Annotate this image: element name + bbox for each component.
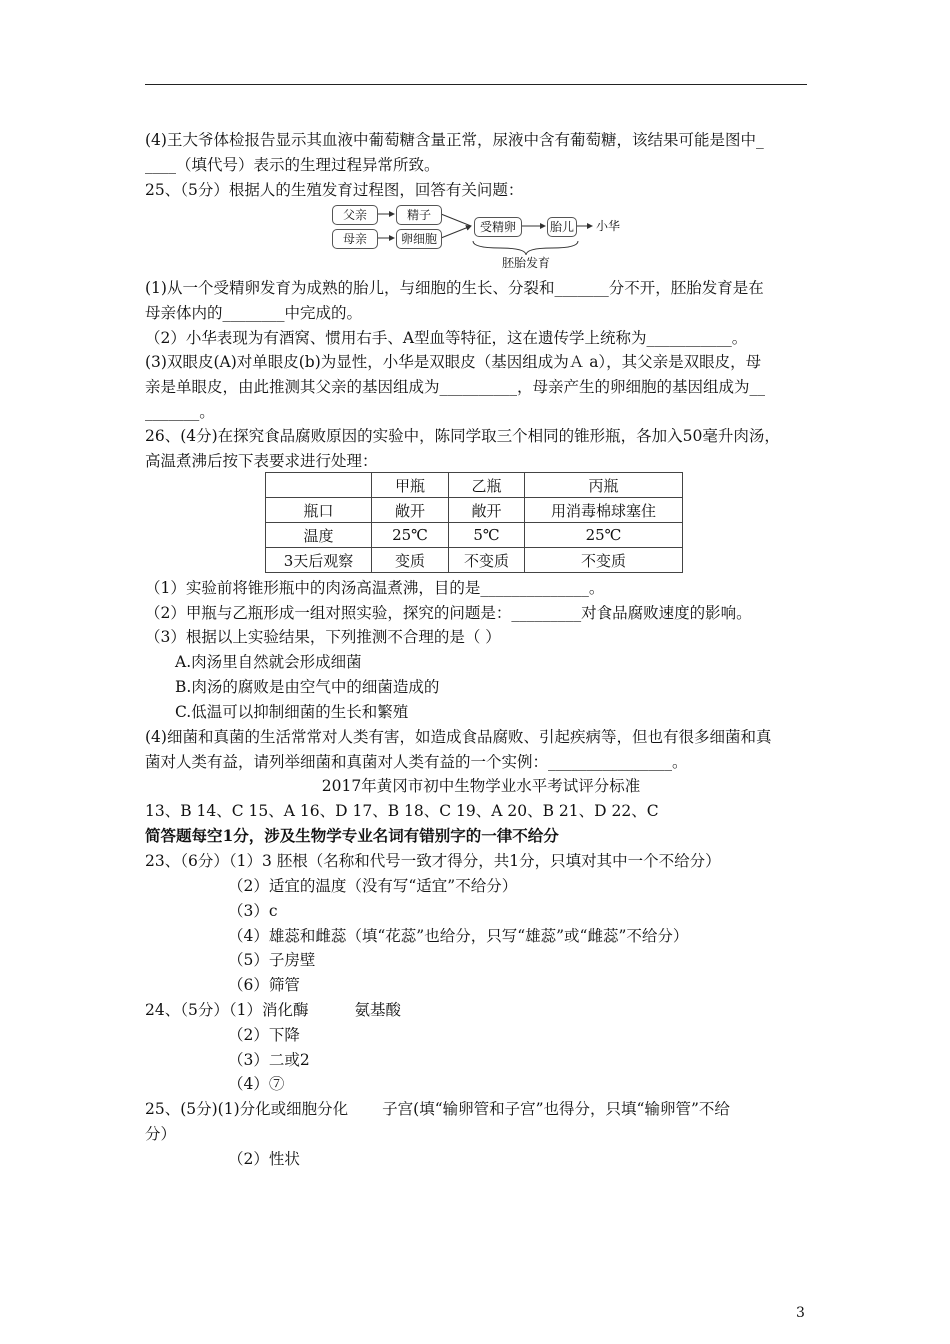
answers-choices: 13、B 14、C 15、A 16、D 17、B 18、C 19、A 20、B 21、D 22、C: [145, 802, 659, 820]
table-cell: 敞开: [372, 498, 449, 523]
answer-24-2: （2）下降: [228, 1026, 300, 1044]
q24-part4-line1: (4)王大爷体检报告显示其血液中葡萄糖含量正常，尿液中含有葡萄糖，该结果可能是图中_: [145, 131, 764, 149]
q26-p4-line1: (4)细菌和真菌的生活常常对人类有害，如造成食品腐败、引起疾病等，但也有很多细菌和真: [145, 728, 772, 746]
q26-heading-line1: 26、(4分)在探究食品腐败原因的实验中，陈同学取三个相同的锥形瓶，各加入50毫升肉汤，: [145, 427, 780, 445]
fetus-box: 胎儿: [547, 217, 577, 237]
table-cell: 用消毒棉球塞住: [525, 498, 683, 523]
q25-p1-line1: (1)从一个受精卵发育为成熟的胎儿，与细胞的生长、分裂和_______分不开，胚胎发育是在: [145, 279, 764, 297]
table-cell: 25℃: [372, 523, 449, 548]
father-box: 父亲: [332, 205, 378, 225]
q26-p1: （1）实验前将锥形瓶中的肉汤高温煮沸，目的是______________。: [145, 579, 605, 597]
answer-23-4: （4）雄蕊和雌蕊（填“花蕊”也给分，只写“雄蕊”或“雌蕊”不给分）: [228, 927, 689, 945]
answer-24-4: （4）⑦: [228, 1075, 285, 1093]
table-cell: 瓶口: [266, 498, 372, 523]
table-cell: 乙瓶: [449, 473, 525, 498]
table-cell: 5℃: [449, 523, 525, 548]
q26-heading-line2: 高温煮沸后按下表要求进行处理：: [145, 452, 378, 470]
q25-heading: 25、（5分）根据人的生殖发育过程图，回答有关问题：: [145, 181, 524, 199]
mother-box: 母亲: [332, 229, 378, 249]
child-label: 小华: [596, 219, 621, 233]
answer-23-3: （3）c: [228, 902, 278, 920]
answers-title: 2017年黄冈市初中生物学业水平考试评分标准: [321, 777, 641, 795]
table-cell: [266, 473, 372, 498]
answer-23-2: （2）适宜的温度（没有写“适宜”不给分）: [228, 877, 518, 895]
sperm-box: 精子: [396, 205, 442, 225]
answer-25-1c: 分）: [145, 1125, 177, 1143]
q25-p3-line2: 亲是单眼皮，由此推测其父亲的基因组成为__________，母亲产生的卵细胞的基因组成为__: [145, 378, 766, 396]
answer-25-2: （2）性状: [228, 1150, 300, 1168]
header-rule: [145, 84, 807, 85]
zygote-box: 受精卵: [474, 217, 522, 237]
table-cell: 甲瓶: [372, 473, 449, 498]
q24-part4-line2: ____（填代号）表示的生理过程异常所致。: [145, 156, 440, 174]
answer-24-1: [145, 1000, 817, 1020]
table-cell: 变质: [372, 548, 449, 573]
q26-option-c: C.低温可以抑制细菌的生长和繁殖: [175, 703, 409, 721]
answers-rule: 简答题每空1分，涉及生物学专业名词有错别字的一律不给分: [145, 826, 559, 845]
q26-p2: （2）甲瓶与乙瓶形成一组对照实验，探究的问题是：_________对食品腐败速度的影响。: [145, 604, 752, 622]
table-cell: 25℃: [525, 523, 683, 548]
answer-23-6: （6）筛管: [228, 976, 300, 994]
q26-p3: （3）根据以上实验结果，下列推测不合理的是（ ）: [145, 628, 501, 646]
q25-p3-line3: _______。: [145, 403, 215, 421]
q26-option-a: A.肉汤里自然就会形成细菌: [175, 653, 362, 671]
table-cell: 3天后观察: [266, 548, 372, 573]
egg-box: 卵细胞: [396, 229, 442, 249]
experiment-table: [265, 472, 683, 573]
table-cell: 丙瓶: [525, 473, 683, 498]
answer-25-1: [145, 1099, 817, 1119]
table-row: [266, 498, 683, 523]
answer-23-1: 23、（6分）（1）3 胚根（名称和代号一致才得分，共1分，只填对其中一个不给分）: [145, 852, 721, 870]
q26-p4-line2: 菌对人类有益，请列举细菌和真菌对人类有益的一个实例：________________。: [145, 753, 688, 771]
table-row: [266, 523, 683, 548]
table-header-row: [266, 473, 683, 498]
answer-24-3: （3）二或2: [228, 1051, 310, 1069]
q25-p1-line2: 母亲体内的________中完成的。: [145, 304, 363, 322]
table-cell: 不变质: [449, 548, 525, 573]
embryo-caption: 胚胎发育: [502, 256, 551, 270]
q25-p2: （2）小华表现为有酒窝、惯用右手、A型血等特征，这在遗传学上统称为___________。: [145, 329, 748, 347]
q26-option-b: B.肉汤的腐败是由空气中的细菌造成的: [175, 678, 440, 696]
table-cell: 温度: [266, 523, 372, 548]
table-row: [266, 548, 683, 573]
table-cell: 敞开: [449, 498, 525, 523]
q25-p3-line1: (3)双眼皮(A)对单眼皮(b)为显性，小华是双眼皮（基因组成为Ａ a），其父亲是双眼皮，母: [145, 353, 762, 371]
answer-25-1a: 25、(5分)(1)分化或细胞分化: [145, 1100, 349, 1118]
table-cell: 不变质: [525, 548, 683, 573]
answer-24-1b: 氨基酸: [354, 1001, 401, 1019]
page-number: 3: [796, 1305, 805, 1321]
reproduction-diagram: [330, 203, 630, 271]
answer-25-1b: 子宫(填“输卵管和子宫”也得分，只填“输卵管”不给: [382, 1100, 730, 1118]
answer-23-5: （5）子房壁: [228, 951, 316, 969]
answer-24-1a: 24、（5分）（1）消化酶: [145, 1001, 309, 1019]
